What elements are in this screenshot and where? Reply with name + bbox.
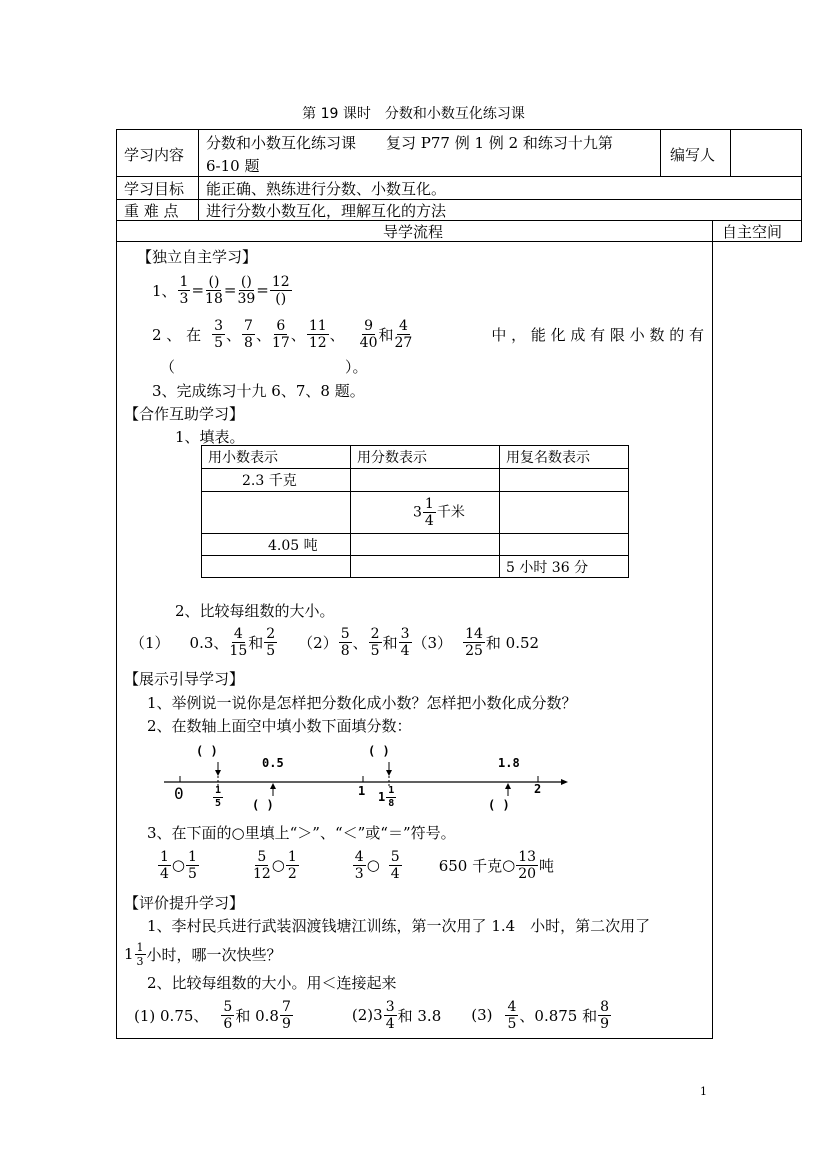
label-space: 自主空间 bbox=[722, 223, 783, 241]
cell-empty bbox=[500, 469, 629, 492]
sec1-q2: 2 、 在 $\frac{3}{5}$ 、 $\frac{7}{8}$ 、 $\frac{6}{17}$ 、 $\frac{11}{12}$ 、 $\frac{9}{40}$ 和 $\frac{4}{27}$ 中 ， 能 化 成 有 限 小 数 的 有 bbox=[152, 317, 704, 351]
nl-label-05: 0.5 bbox=[262, 756, 284, 770]
cell-r3: 4.05 吨 bbox=[202, 534, 351, 556]
sec1-q1: 1、 $\frac{1}{3}$ = $\frac{()}{18}$ = $\frac{()}{39}$ = $\frac{12}{()}$ bbox=[152, 273, 290, 307]
sec4-groups: (1) 0.75、 $\frac{5}{6}$ 和 0.8 $\frac{7}{9}$ (2)3 $\frac{3}{4}$ 和 3.8 (3) $\frac{4}{5}$ 、0.875 和 $\frac{8}{9}$ bbox=[134, 998, 610, 1032]
cell-empty bbox=[500, 492, 629, 534]
sec4-q2: 2、比较每组数的大小。用＜连接起来 bbox=[147, 974, 397, 992]
sec3-q3: 3、在下面的○里填上“＞”、“＜”或“＝”符号。 bbox=[147, 824, 456, 842]
focus-text: 进行分数小数互化，理解互化的方法 bbox=[206, 202, 447, 220]
nl-mixed-118: 1 $\frac{1}{8}$ bbox=[378, 785, 395, 809]
nl-bottom-blank1: ( ) bbox=[252, 798, 274, 812]
content-line1: 分数和小数互化练习课 复习 P77 例 1 例 2 和练习十九第 bbox=[206, 134, 613, 152]
nl-label-2: 2 bbox=[534, 782, 542, 796]
sec3-heading: 【展示引导学习】 bbox=[124, 670, 245, 688]
answer-paren-close: ）。 bbox=[345, 358, 368, 376]
sec2-heading: 【合作互助学习】 bbox=[124, 405, 245, 423]
sec2-q2: 2、比较每组数的大小。 bbox=[175, 602, 335, 620]
sec3-q1: 1、举例说一说你是怎样把分数化成小数？怎样把小数化成分数？ bbox=[147, 694, 577, 712]
label-focus: 重 难 点 bbox=[124, 202, 179, 220]
nl-label-18: 1.8 bbox=[498, 756, 520, 770]
cell-r4: 5 小时 36 分 bbox=[500, 556, 629, 578]
cell-empty bbox=[351, 534, 500, 556]
sec1-q3: 3、完成练习十九 6、7、8 题。 bbox=[152, 382, 365, 400]
page-title: 第 19 课时 分数和小数互化练习课 bbox=[302, 106, 525, 122]
sec4-heading: 【评价提升学习】 bbox=[124, 894, 245, 912]
fill-table bbox=[201, 445, 629, 578]
sec4-q1-line1: 1、李村民兵进行武装泅渡钱塘江训练，第一次用了 1.4 小时，第二次用了 bbox=[147, 917, 651, 935]
cell-empty bbox=[351, 469, 500, 492]
sec3-q2: 2、在数轴上面空中填小数下面填分数： bbox=[147, 717, 412, 735]
label-content: 学习内容 bbox=[124, 146, 185, 164]
answer-paren-open: （ bbox=[160, 358, 176, 376]
cell-empty bbox=[351, 556, 500, 578]
nl-bottom-blank2: ( ) bbox=[488, 798, 510, 812]
th-decimal: 用小数表示 bbox=[202, 446, 351, 469]
nl-label-1: 1 bbox=[358, 784, 366, 798]
page-number: 1 bbox=[700, 1085, 707, 1098]
label-author: 编写人 bbox=[670, 146, 716, 164]
sec2-compare: （1） 0.3、 $\frac{4}{15}$ 和 $\frac{2}{5}$ （2） $\frac{5}{8}$ 、 $\frac{2}{5}$ 和 $\frac{3}{4}$ （3） $\frac{14}{25}$ 和 0.52 bbox=[130, 625, 540, 659]
number-line bbox=[160, 740, 572, 816]
nl-top-blank1: ( ) bbox=[196, 744, 218, 758]
label-flow: 导学流程 bbox=[383, 223, 444, 241]
sec2-q1: 1、填表。 bbox=[175, 428, 245, 446]
th-fraction: 用分数表示 bbox=[351, 446, 500, 469]
cell-empty bbox=[202, 492, 351, 534]
cell-empty bbox=[500, 534, 629, 556]
th-compound: 用复名数表示 bbox=[500, 446, 629, 469]
nl-frac-15: $\frac{1}{5}$ bbox=[215, 785, 222, 809]
nl-top-blank2: ( ) bbox=[368, 744, 390, 758]
cell-r1: 2.3 千克 bbox=[202, 469, 351, 492]
content-line2: 6-10 题 bbox=[206, 157, 260, 175]
cell-r2: 3 $\frac{1}{4}$ 千米 bbox=[351, 492, 500, 534]
nl-label-0: 0 bbox=[174, 784, 184, 803]
sec4-q1-line2: 1 $\frac{1}{3}$ 小时，哪一次快些？ bbox=[124, 940, 282, 968]
sec1-heading: 【独立自主学习】 bbox=[137, 248, 258, 266]
cell-empty bbox=[202, 556, 351, 578]
goal-text: 能正确、熟练进行分数、小数互化。 bbox=[206, 180, 447, 198]
label-goal: 学习目标 bbox=[124, 180, 185, 198]
sec3-compare: $\frac{1}{4}$ ○ $\frac{1}{5}$ $\frac{5}{12}$ ○ $\frac{1}{2}$ $\frac{4}{3}$ ○ $\frac{5}{4}$ 650 千克 ○ $\frac{13}{20}$ 吨 bbox=[160, 848, 555, 882]
